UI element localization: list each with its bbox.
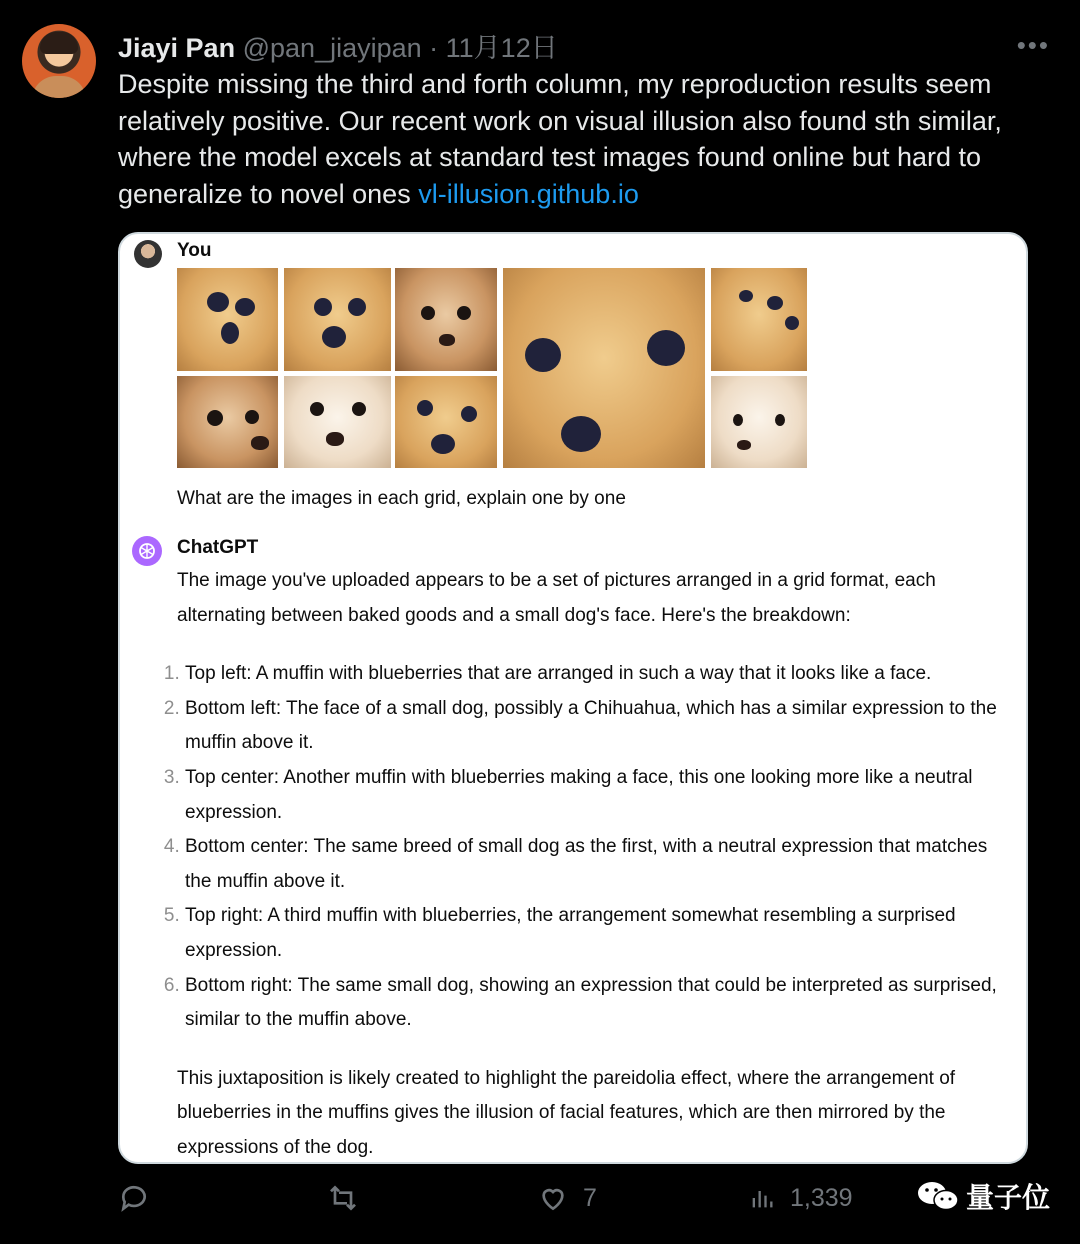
muffin-image — [395, 376, 497, 468]
like-button[interactable] — [537, 1182, 597, 1214]
muffin-image — [284, 268, 391, 371]
muffin-image — [711, 268, 807, 371]
heart-icon — [537, 1182, 569, 1214]
retweet-icon — [326, 1182, 360, 1214]
muffin-image — [503, 268, 705, 468]
dog-image — [177, 376, 278, 468]
views-button[interactable] — [748, 1182, 853, 1214]
tweet-link[interactable]: vl-illusion.github.io — [418, 178, 639, 209]
tweet-date[interactable]: · 11月12日 — [429, 33, 558, 63]
user-label: You — [177, 240, 212, 261]
watermark-text: 量子位 — [966, 1182, 1051, 1213]
list-item: 2. Bottom left: The face of a small dog, possibly a Chihuahua, which has a similar expression to the muffin above it. — [185, 692, 1007, 761]
dog-image — [284, 376, 391, 468]
image-grid — [177, 268, 807, 468]
retweet-button[interactable] — [326, 1182, 360, 1214]
reply-button[interactable] — [118, 1182, 150, 1214]
like-count: 7 — [583, 1183, 597, 1212]
list-item: 5. Top right: A third muffin with blueberries, the arrangement somewhat resembling a surprised expression. — [185, 899, 1007, 968]
dog-image — [395, 268, 497, 371]
tweet-header — [118, 26, 558, 65]
assistant-response — [177, 564, 1007, 1164]
list-item: 6. Bottom right: The same small dog, showing an expression that could be interpreted as surprised, similar to the muffin above. — [185, 969, 1007, 1038]
response-intro: The image you've uploaded appears to be a set of pictures arranged in a grid format, each alternating between baked goods and a small dog's face. Here's the breakdown: — [177, 570, 936, 626]
dog-image — [711, 376, 807, 468]
tweet-body: Despite missing the third and forth column, my reproduction results seem relatively positive. Our recent work on visual illusion also found sth similar, where the model excels at standard test images found online but hard to generalize to novel ones — [118, 69, 1002, 209]
tweet-text — [118, 66, 1058, 212]
response-list — [157, 657, 1007, 1038]
chatgpt-logo-icon — [132, 536, 162, 566]
attached-screenshot[interactable] — [118, 232, 1028, 1164]
list-item: 3. Top center: Another muffin with blueberries making a face, this one looking more like a neutral expression. — [185, 761, 1007, 830]
user-prompt: What are the images in each grid, explain one by one — [177, 488, 626, 509]
muffin-image — [177, 268, 278, 371]
author-name[interactable]: Jiayi Pan — [118, 33, 236, 63]
view-count: 1,339 — [790, 1183, 853, 1212]
assistant-label: ChatGPT — [177, 537, 259, 558]
analytics-icon — [748, 1182, 776, 1214]
openai-icon — [137, 541, 157, 561]
author-avatar[interactable] — [22, 24, 96, 98]
reply-icon — [118, 1182, 150, 1214]
response-outro: This juxtaposition is likely created to highlight the pareidolia effect, where the arrangement of blueberries in the muffins gives the illusion of facial features, which are then mirrored by the expressions of the dog. — [177, 1067, 956, 1158]
list-item: 4. Bottom center: The same breed of small dog as the first, with a neutral expression that matches the muffin above it. — [185, 830, 1007, 899]
author-handle[interactable]: @pan_jiayipan — [242, 33, 422, 63]
watermark — [916, 1176, 1050, 1216]
user-avatar — [134, 240, 162, 268]
list-item: 1. Top left: A muffin with blueberries that are arranged in such a way that it looks like a face. — [185, 657, 1007, 692]
wechat-icon — [916, 1178, 960, 1214]
more-icon[interactable]: ••• — [1016, 30, 1050, 60]
